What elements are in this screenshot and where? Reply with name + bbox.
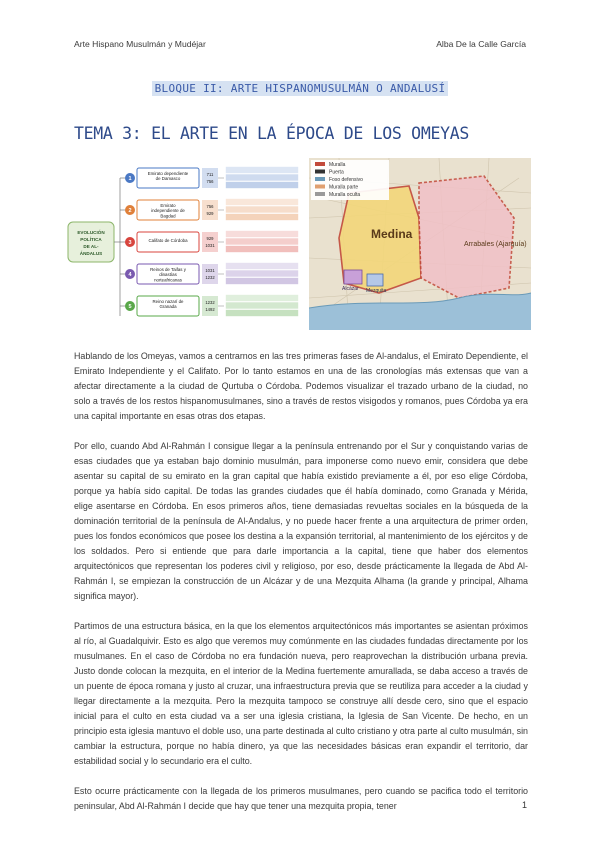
block-title-text: BLOQUE II: ARTE HISPANOMUSULMÁN O ANDALUSÍ xyxy=(152,81,449,96)
row-detail-box xyxy=(226,182,298,188)
row-label: Emirato dependiente xyxy=(147,171,189,176)
block-title xyxy=(0,79,600,97)
row-detail-box xyxy=(226,295,298,301)
row-year-end: 1492 xyxy=(205,307,215,312)
row-detail-box xyxy=(226,263,298,269)
row-detail-box xyxy=(226,231,298,237)
row-label: Bagdad xyxy=(160,213,176,219)
legend-swatch xyxy=(315,177,325,181)
row-label: Califato de Córdoba xyxy=(148,238,188,243)
evolution-diagram xyxy=(64,158,304,330)
page-number: 1 xyxy=(522,800,528,810)
cordoba-map xyxy=(309,158,531,330)
map-label-arrabales: Arrabales (Ajarquía) xyxy=(464,241,527,248)
legend-label: Muralla oculta xyxy=(329,192,361,198)
legend-label: Puerta xyxy=(329,169,344,176)
map-label-alcazar: Alcázar xyxy=(342,286,359,292)
row-label: norteafricanas xyxy=(154,277,182,283)
row-detail-box xyxy=(226,271,298,277)
header-right: Alba De la Calle García xyxy=(436,39,526,49)
map-label-mezquita: Mezquita xyxy=(366,288,387,294)
row-number: 1 xyxy=(128,176,132,182)
paragraph: Por ello, cuando Abd Al-Rahmán I consigue llegar a la península entrenando por el Sur y conquistando varias de esas ciudades que ya estaban bajo dominio musulmán, para imponerse como nuevo emir, considera que debe asentar su capital de su emirato en la gran capital que había existido previamente a él, por eso elige Córdoba, porque ya había sido capital. De todas las grandes ciudades que él había dominado, como Granada y Mérida, elige asentarse en Córdoba. En esos primeros años, tiene demasiadas revueltas sociales en la búsqueda de la dominación territorial de la península de Al-Andalus, y no puede hacer frente a una arquitectura de primer orden, pues los fondos económicos que posee los destina a la expansión territorial, al mantenimiento de los ejércitos y de los soldados. Pero si entiende que para darle importancia a la capital, tiene que haber dos elementos arquitectónicos que representan los poderes civil y religioso, por eso, desde prácticamente la llegada de Abd Al-Rahmán I, se empiezan la construcción de un Alcázar y de una Mezquita Alhama (la grande y principal, Alhama significa mayor). xyxy=(74,441,528,601)
row-detail-box xyxy=(226,175,298,181)
row-label: Emirato xyxy=(160,203,176,208)
row-year-end: 1232 xyxy=(205,275,215,280)
legend-swatch xyxy=(315,192,325,196)
legend-swatch xyxy=(315,170,325,174)
row-label: Reinos de Taifas y xyxy=(150,267,186,272)
legend-label: Muralla parte xyxy=(329,184,359,191)
row-years-box xyxy=(202,200,218,220)
svg-text:POLÍTICA: POLÍTICA xyxy=(80,237,102,242)
legend-label: Foso defensivo xyxy=(329,177,363,183)
row-detail-box xyxy=(226,167,298,173)
row-detail-box xyxy=(226,239,298,245)
row-detail-box xyxy=(226,278,298,284)
row-label: Granada xyxy=(159,304,177,310)
row-year-start: 1232 xyxy=(205,300,215,305)
paragraph: Esto ocurre prácticamente con la llegada de los primeros musulmanes, pero cuando se pacifica todo el territorio peninsular, Abd Al-Rahmán I decide que hay que tener una mezquita propia, tener xyxy=(74,786,528,811)
svg-text:DE AL-: DE AL- xyxy=(83,244,99,249)
paragraph: Partimos de una estructura básica, en la que los elementos arquitectónicos más importantes se asientan próximos al río, al Guadalquivir. Esto es algo que veremos muy comúnmente en las ciudades fundadas directamente por los musulmanes. En el caso de Córdoba no era fundación nueva, pero reaprovechan la distribución urbana previa. Justo donde colocan la mezquita, en el interior de la Medina fuertemente amurallada, se daba acceso a través de un puente de época romana y justo al cruzar, una infraestructura previa que se reutiliza para acceder a la ciudad y llegar directamente a la mezquita. Pero la mezquita tampoco se construye allí desde cero, sino que el espacio inicial para el culto en esta ciudad va a ser una iglesia cristiana, la Iglesia de San Vicente. De hecho, en un principio esta iglesia mantuvo el doble uso, una parte destinada al culto cristiano y otra parte al culto musulmán, sin cambiar la estructura, porque no había dinero, ya que las necesidades básicas eran expandir el territorio, dar estabilidad social y lo secundario era el culto. xyxy=(74,621,528,766)
row-number: 5 xyxy=(128,304,132,310)
row-year-start: 1031 xyxy=(205,268,215,273)
row-label: de Damasco xyxy=(155,176,181,182)
legend-label: Muralla xyxy=(329,162,346,168)
row-number: 4 xyxy=(128,272,132,278)
row-year-start: 711 xyxy=(206,172,214,177)
row-detail-box xyxy=(226,310,298,316)
row-years-box xyxy=(202,296,218,316)
row-detail-box xyxy=(226,207,298,213)
row-detail-box xyxy=(226,246,298,252)
row-years-box xyxy=(202,232,218,252)
row-number: 3 xyxy=(128,240,132,246)
map-label-medina: Medina xyxy=(371,227,413,241)
row-detail-box xyxy=(226,214,298,220)
row-detail-box xyxy=(226,303,298,309)
header-left: Arte Hispano Musulmán y Mudéjar xyxy=(74,39,206,49)
row-years-box xyxy=(202,168,218,188)
row-label: independiente de xyxy=(151,208,185,214)
body-text xyxy=(74,349,528,829)
row-detail-box xyxy=(226,199,298,205)
row-label: dinastías xyxy=(159,272,177,278)
row-label: Reino nazarí de xyxy=(152,299,184,304)
legend-swatch xyxy=(315,162,325,166)
row-year-start: 929 xyxy=(206,236,214,241)
row-year-end: 756 xyxy=(206,179,214,184)
svg-text:EVOLUCIÓN: EVOLUCIÓN xyxy=(77,230,105,235)
alcazar-block xyxy=(344,270,362,284)
diagram-root-box xyxy=(68,222,114,262)
row-year-end: 929 xyxy=(206,211,214,216)
row-number: 2 xyxy=(128,208,132,214)
row-year-end: 1031 xyxy=(205,243,215,248)
mezquita-block xyxy=(367,274,383,286)
svg-text:ÁNDALUS: ÁNDALUS xyxy=(79,251,103,256)
legend-swatch xyxy=(315,185,325,189)
paragraph: Hablando de los Omeyas, vamos a centrarnos en las tres primeras fases de Al-andalus, el Emirato Dependiente, el Emirato Independiente y el Califato. Por lo tanto estamos en una de las cronologías más extensas que van a afectar directamente a la ciudad de Qurtuba o Córdoba. Podemos visualizar el trazado urbano de la ciudad, no solo a través de los restos hispanomusulmanes, sino a través de restos visigodos y romanos, pues Córdoba ya era una capital importante en esas otras dos etapas. xyxy=(74,351,528,421)
topic-title: TEMA 3: EL ARTE EN LA ÉPOCA DE LOS OMEYAS xyxy=(74,124,469,143)
row-year-start: 756 xyxy=(206,204,214,209)
row-years-box xyxy=(202,264,218,284)
